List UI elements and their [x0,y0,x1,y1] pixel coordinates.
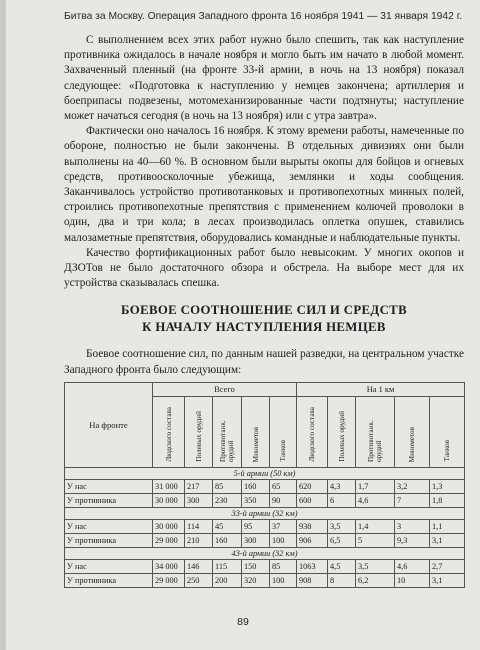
table-cell: 3 [395,519,430,533]
table-cell: 3,5 [328,519,356,533]
table-cell: 350 [242,493,270,507]
col-header: Танков [270,396,297,467]
col-header: Противотанк. орудий [213,396,242,467]
table-row [65,519,465,533]
table-cell: 6 [328,493,356,507]
army-label: 5-й армии (50 км) [65,467,465,479]
army-row [65,547,465,559]
table-cell: 8 [328,573,356,587]
table-cell: 4,3 [328,479,356,493]
group-per-km-header: На 1 км [297,382,465,396]
col-header: Людского состава [297,396,328,467]
table-cell: 7 [395,493,430,507]
col-header: Полевых орудий [185,396,213,467]
table-cell: 160 [242,479,270,493]
row-label: У нас [65,519,153,533]
page-number: 89 [237,616,249,628]
side-header: На фронте [65,382,153,467]
table-cell: 4,6 [356,493,395,507]
table-cell: 230 [213,493,242,507]
table-cell: 600 [297,493,328,507]
table-row [65,573,465,587]
table-cell: 320 [242,573,270,587]
col-header: Танков [430,396,465,467]
table-cell: 6,2 [356,573,395,587]
table-row [65,533,465,547]
section-title-line1: БОЕВОЕ СООТНОШЕНИЕ СИЛ И СРЕДСТВ [121,303,407,318]
table-cell: 6,5 [328,533,356,547]
table-cell: 30 000 [153,519,185,533]
col-header: Минометов [395,396,430,467]
table-intro: Боевое соотношение сил, по данным нашей разведки, на центральном участке Западного фронта было следующим: [64,348,464,376]
table-cell: 10 [395,573,430,587]
row-label: У нас [65,559,153,573]
table-cell: 114 [185,519,213,533]
row-label: У противника [65,533,153,547]
table-cell: 45 [213,519,242,533]
table-cell: 1,3 [430,479,465,493]
table-cell: 906 [297,533,328,547]
table-cell: 3,1 [430,533,465,547]
table-cell: 95 [242,519,270,533]
table-cell: 217 [185,479,213,493]
col-header: Людского состава [153,396,185,467]
table-cell: 29 000 [153,573,185,587]
table-row [65,559,465,573]
table-cell: 250 [185,573,213,587]
table-cell: 37 [270,519,297,533]
table-row [65,479,465,493]
table-cell: 1,1 [430,519,465,533]
paragraph-1: С выполнением всех этих работ нужно было спешить, так как наступление противника ожидалось в начале ноября и могло быть им начато в любой момент. Захваченный пленный (на фронте 33-й армии, в ночь на 13 ноября) показал следующее: «Подготовка к наступлению у немцев закончена; артиллерия и боеприпасы подвезены, мотомеханизированные части подтянуты; наступление может начаться сегодня (в ночь на 13 ноября) или с утра завтра». [64,34,464,123]
table-cell: 3,5 [356,559,395,573]
table-cell: 1,4 [356,519,395,533]
table-cell: 31 000 [153,479,185,493]
row-label: У противника [65,493,153,507]
running-header: Битва за Москву. Операция Западного фронта 16 ноября 1941 — 31 января 1942 г. [64,11,463,22]
table-cell: 300 [185,493,213,507]
army-label: 43-й армии (32 км) [65,547,465,559]
book-page [6,0,480,650]
row-label: У нас [65,479,153,493]
table-cell: 85 [213,479,242,493]
table-cell: 4,6 [395,559,430,573]
table-cell: 300 [242,533,270,547]
table-cell: 4,5 [328,559,356,573]
table-cell: 100 [270,533,297,547]
table-cell: 150 [242,559,270,573]
row-label: У противника [65,573,153,587]
table-cell: 2,7 [430,559,465,573]
table-cell: 200 [213,573,242,587]
section-title [64,302,464,336]
army-row [65,467,465,479]
table-cell: 65 [270,479,297,493]
table-cell: 210 [185,533,213,547]
table-cell: 160 [213,533,242,547]
table-row [65,493,465,507]
table-cell: 1,7 [356,479,395,493]
paragraph-3: Качество фортификационных работ было невысоким. У многих окопов и ДЗОТов не было достаточного обзора и обстрела. На выборе мест для их устройства сказывалась спешка. [64,246,464,290]
forces-table [64,382,465,588]
table-cell: 100 [270,573,297,587]
table-cell: 1,8 [430,493,465,507]
col-header: Минометов [242,396,270,467]
table-cell: 3,1 [430,573,465,587]
table-cell: 5 [356,533,395,547]
table-cell: 9,3 [395,533,430,547]
table-cell: 1063 [297,559,328,573]
group-total-header: Всего [153,382,297,396]
table-cell: 30 000 [153,493,185,507]
army-row [65,507,465,519]
table-cell: 29 000 [153,533,185,547]
table-cell: 90 [270,493,297,507]
section-title-line2: К НАЧАЛУ НАСТУПЛЕНИЯ НЕМЦЕВ [142,320,386,335]
army-label: 33-й армии (32 км) [65,507,465,519]
table-cell: 34 000 [153,559,185,573]
table-cell: 85 [270,559,297,573]
table-cell: 938 [297,519,328,533]
table-cell: 620 [297,479,328,493]
paragraph-2: Фактически оно началось 16 ноября. К этому времени работы, намеченные по обороне, полностью не были закончены. В отдельных дивизиях они были выполнены на 40—60 %. В основном были вырыты окопы для бойцов и огневых средств, противоосколочные убежища, землянки и ходы сообщения. Заканчивалось устройство противотанковых и противопехотных минных полей, строились противопехотные препятствия с применением колючей проволоки в один, два и три кола; в лесах производилась оплетка опушек, ставились малозаметные препятствия, оборудовались командные и наблюдательные пункты. [64,125,464,244]
table-cell: 908 [297,573,328,587]
col-header: Противотанк. орудий [356,396,395,467]
table-cell: 115 [213,559,242,573]
table-cell: 3,2 [395,479,430,493]
col-header: Полевых орудий [328,396,356,467]
table-cell: 146 [185,559,213,573]
page-body [64,33,464,588]
